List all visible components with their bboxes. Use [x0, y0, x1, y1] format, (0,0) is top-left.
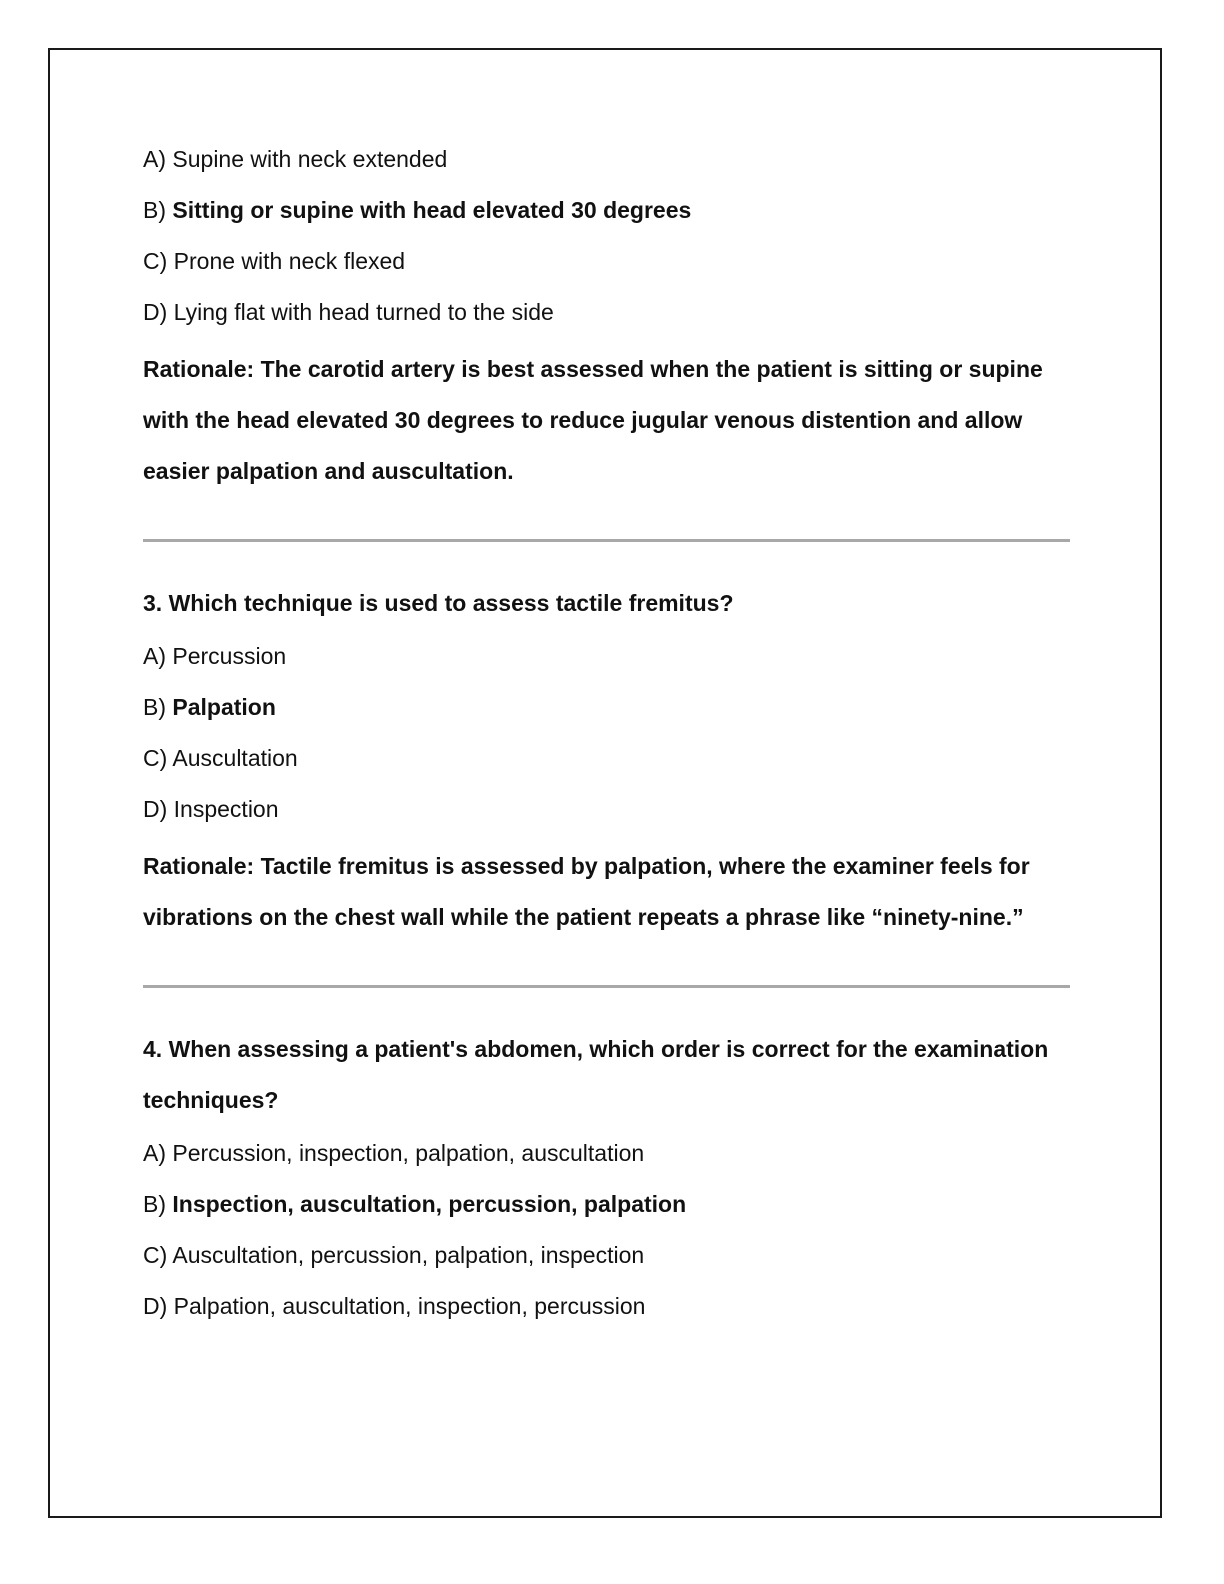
section-divider [143, 539, 1070, 542]
option-c: C) Auscultation [143, 745, 298, 771]
option-d: D) Lying flat with head turned to the side [143, 299, 554, 325]
option-b-correct: B) Palpation [143, 694, 276, 720]
option-a: A) Percussion [143, 643, 287, 669]
option-c: C) Auscultation, percussion, palpation, inspection [143, 1242, 645, 1268]
rationale: Rationale: Tactile fremitus is assessed by palpation, where the examiner feels for vibrations on the chest wall while the patient repeats a phrase like “ninety-nine.” [143, 853, 1030, 930]
question-block-2 [143, 140, 1073, 497]
question-text: 4. When assessing a patient's abdomen, which order is correct for the examination techniques? [143, 1036, 1049, 1113]
question-block-4 [143, 1024, 1073, 1325]
section-divider [143, 985, 1070, 988]
option-d: D) Palpation, auscultation, inspection, percussion [143, 1293, 646, 1319]
option-b-correct: B) Inspection, auscultation, percussion, palpation [143, 1191, 687, 1217]
option-c: C) Prone with neck flexed [143, 248, 406, 274]
option-d: D) Inspection [143, 796, 279, 822]
question-text: 3. Which technique is used to assess tactile fremitus? [143, 590, 734, 616]
option-a: A) Percussion, inspection, palpation, auscultation [143, 1140, 645, 1166]
option-a: A) Supine with neck extended [143, 146, 448, 172]
option-b-correct: B) Sitting or supine with head elevated 30 degrees [143, 197, 692, 223]
question-block-3 [143, 578, 1073, 943]
rationale: Rationale: The carotid artery is best assessed when the patient is sitting or supine with the head elevated 30 degrees to reduce jugular venous distention and allow easier palpation and auscultation. [143, 356, 1043, 484]
document-content [143, 140, 1073, 1338]
